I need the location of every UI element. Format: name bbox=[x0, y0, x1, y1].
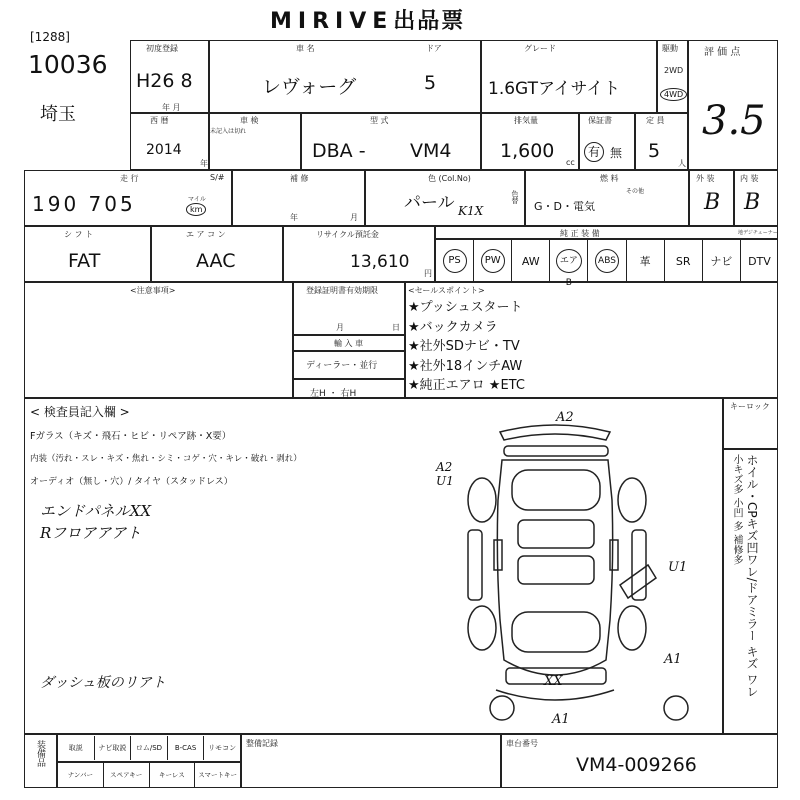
equip-sr: SR bbox=[665, 240, 703, 282]
doors-value: 5 bbox=[424, 72, 437, 94]
sales-point: ★純正エアロ ★ETC bbox=[408, 378, 525, 393]
inspection-sub: 未記入は切れ bbox=[210, 128, 247, 135]
color-value: パール bbox=[404, 193, 455, 213]
score-value: 3.5 bbox=[702, 98, 766, 144]
footer-item: スマートキー bbox=[198, 771, 238, 779]
inspector-line-glass: Fガラス（キズ・飛石・ヒビ・リペア跡・X要） bbox=[30, 431, 232, 442]
recycle-label: リサイクル預託金 bbox=[316, 230, 379, 239]
capacity-label: 定 員 bbox=[646, 116, 665, 125]
sales-point: ★社外SDナビ・TV bbox=[408, 339, 520, 354]
grade-label: グレード bbox=[524, 44, 556, 53]
equipment-label: 純 正 装 備 bbox=[560, 229, 600, 238]
mark-a2-left: A2 bbox=[436, 460, 453, 474]
fuel-label: 燃 料 bbox=[600, 174, 619, 183]
reg-day: 日 bbox=[392, 323, 400, 332]
form-title: 出品票 bbox=[393, 9, 466, 34]
sales-point: ★プッシュスタート bbox=[408, 300, 523, 315]
first-reg-value: H26 8 bbox=[136, 70, 193, 92]
right-note-line: 小キズ多 bbox=[731, 454, 742, 494]
inspector-title: < 検査員記入欄 > bbox=[30, 405, 130, 419]
footer-items-top bbox=[58, 736, 240, 760]
footer-item: スペアキー bbox=[104, 763, 150, 787]
reg-doc-label: 登録証明書有効期限 bbox=[306, 286, 378, 295]
drive-label: 駆動 bbox=[662, 44, 678, 53]
model-prefix: DBA - bbox=[312, 140, 366, 162]
aircon-value: AAC bbox=[196, 250, 236, 272]
chassis-number: VM4-009266 bbox=[576, 754, 697, 776]
ex-month: 月 bbox=[350, 213, 358, 222]
sales-point: ★社外18インチAW bbox=[408, 358, 523, 374]
mark-xx: XX bbox=[544, 674, 563, 689]
brand-title: MIRIVE bbox=[270, 9, 394, 34]
fuel-other: その他 bbox=[626, 188, 645, 195]
modification-label: 補 修 bbox=[290, 174, 309, 183]
tuner-label: 地デジチューナー bbox=[738, 230, 778, 236]
right-note-line: ホイル・CPキズ凹ワレ bbox=[745, 454, 759, 578]
color-code: K1X bbox=[458, 204, 484, 218]
mileage-value: 190 705 bbox=[32, 192, 136, 216]
equip-pw: PW bbox=[474, 240, 512, 282]
reg-month: 月 bbox=[336, 323, 344, 332]
key-lock-label: キーロック bbox=[730, 402, 770, 411]
mileage-label: 走 行 bbox=[120, 174, 139, 183]
equip-airbag: エアB bbox=[550, 240, 588, 282]
equip-leather: 革 bbox=[627, 240, 665, 282]
color-change: 色替 bbox=[511, 190, 519, 204]
shift-label: シ フ ト bbox=[64, 230, 94, 239]
exterior-label: 外 装 bbox=[696, 174, 715, 183]
handle-label: 左H ・ 右H bbox=[310, 389, 357, 399]
displacement-value: 1,600 bbox=[500, 140, 555, 162]
s-label: S/# bbox=[210, 173, 225, 182]
recycle-value: 13,610 bbox=[350, 252, 410, 272]
capacity-unit: 人 bbox=[678, 159, 686, 168]
first-reg-label: 初度登録 bbox=[146, 44, 178, 53]
footer-item: リモコン bbox=[208, 744, 237, 752]
chassis-label: 車台番号 bbox=[506, 739, 538, 748]
sales-label: <セールスポイント> bbox=[408, 286, 485, 295]
warranty-yes: 有 bbox=[584, 142, 604, 162]
fuel-value: G・D・電気 bbox=[534, 200, 595, 213]
shift-value: FAT bbox=[68, 250, 101, 272]
import-label: 輸 入 車 bbox=[334, 339, 364, 348]
footer-item: キーレス bbox=[150, 763, 196, 787]
equip-aw: AW bbox=[512, 240, 550, 282]
year-label: 西 暦 bbox=[150, 116, 169, 125]
cc-label: cc bbox=[566, 158, 575, 167]
mileage-alt: マイル bbox=[188, 196, 206, 203]
warranty-label: 保証書 bbox=[588, 116, 612, 125]
mark-a1-right: A1 bbox=[664, 652, 682, 667]
year-value: 2014 bbox=[146, 142, 182, 158]
aircon-label: エ ア コ ン bbox=[186, 230, 226, 239]
capacity-value: 5 bbox=[648, 140, 661, 162]
year-unit: 年 bbox=[200, 159, 208, 168]
mark-a2-top: A2 bbox=[556, 410, 574, 425]
drive-2wd: 2WD bbox=[664, 66, 684, 75]
grade-value: 1.6GTアイサイト bbox=[488, 79, 621, 99]
ex-year: 年 bbox=[290, 213, 298, 222]
model-code: VM4 bbox=[410, 140, 452, 162]
first-reg-unit: 年 月 bbox=[162, 103, 181, 112]
lot-code: [1288] bbox=[30, 30, 70, 44]
equip-dtv: DTV bbox=[748, 254, 771, 268]
doors-label: ドア bbox=[426, 44, 442, 53]
color-label: 色 (Col.No) bbox=[428, 174, 471, 183]
car-name-label: 車 名 bbox=[296, 44, 315, 53]
mileage-unit: km bbox=[186, 203, 206, 216]
drive-4wd: 4WD bbox=[660, 88, 687, 101]
right-note-line: /ドアミラー キズ ワレ bbox=[745, 577, 759, 698]
displacement-label: 排気量 bbox=[514, 116, 538, 125]
sales-point: ★バックカメラ bbox=[408, 319, 498, 335]
inspector-line-audio: オーディオ（無し・穴）/ タイヤ（スタッドレス） bbox=[30, 477, 233, 487]
footer-item: ロム/SD bbox=[131, 736, 168, 760]
footer-left-label: 装備品 bbox=[35, 740, 45, 767]
mark-u1-left: U1 bbox=[436, 474, 454, 488]
footer-item: ナンバー bbox=[58, 763, 104, 787]
right-note-line: 補修多 bbox=[731, 534, 742, 565]
score-label: 評 価 点 bbox=[704, 47, 741, 58]
model-label: 型 式 bbox=[370, 116, 389, 125]
equip-ps: PS bbox=[436, 240, 474, 282]
warranty-no: 無 bbox=[610, 146, 623, 160]
recycle-unit: 円 bbox=[424, 269, 432, 278]
car-name-value: レヴォーグ bbox=[262, 76, 357, 98]
dealer-label: ディーラー・並行 bbox=[306, 361, 378, 371]
right-note bbox=[728, 454, 759, 732]
footer-item: B-CAS bbox=[168, 736, 205, 760]
footer-other-label: 整備記録 bbox=[246, 739, 278, 748]
handwritten-note-2: Rフロアアアト bbox=[40, 524, 142, 542]
inspector-line-interior: 内装（汚れ・スレ・キズ・焦れ・シミ・コゲ・穴・キレ・破れ・剥れ） bbox=[30, 454, 302, 464]
footer-items-bottom bbox=[58, 763, 240, 787]
interior-value: B bbox=[744, 190, 761, 215]
exterior-value: B bbox=[704, 190, 721, 215]
lot-region: 埼玉 bbox=[40, 104, 76, 125]
equip-abs: ABS bbox=[588, 240, 626, 282]
mark-a1-bottom: A1 bbox=[552, 712, 570, 727]
right-note-line: 小凹 多 bbox=[731, 497, 742, 532]
handwritten-dash: ダッシュ板のリアト bbox=[40, 675, 166, 691]
mark-u1-right: U1 bbox=[668, 560, 688, 575]
handwritten-note-1: エンドパネルXX bbox=[40, 502, 152, 520]
footer-item: 取説 bbox=[58, 736, 95, 760]
lot-number: 10036 bbox=[28, 50, 108, 79]
inspection-label: 車 検 bbox=[240, 116, 259, 125]
equip-navi: ナビ bbox=[703, 240, 741, 282]
footer-item: ナビ取説 bbox=[95, 736, 132, 760]
interior-label: 内 装 bbox=[740, 174, 759, 183]
caution-label: <注意事項> bbox=[130, 286, 176, 295]
